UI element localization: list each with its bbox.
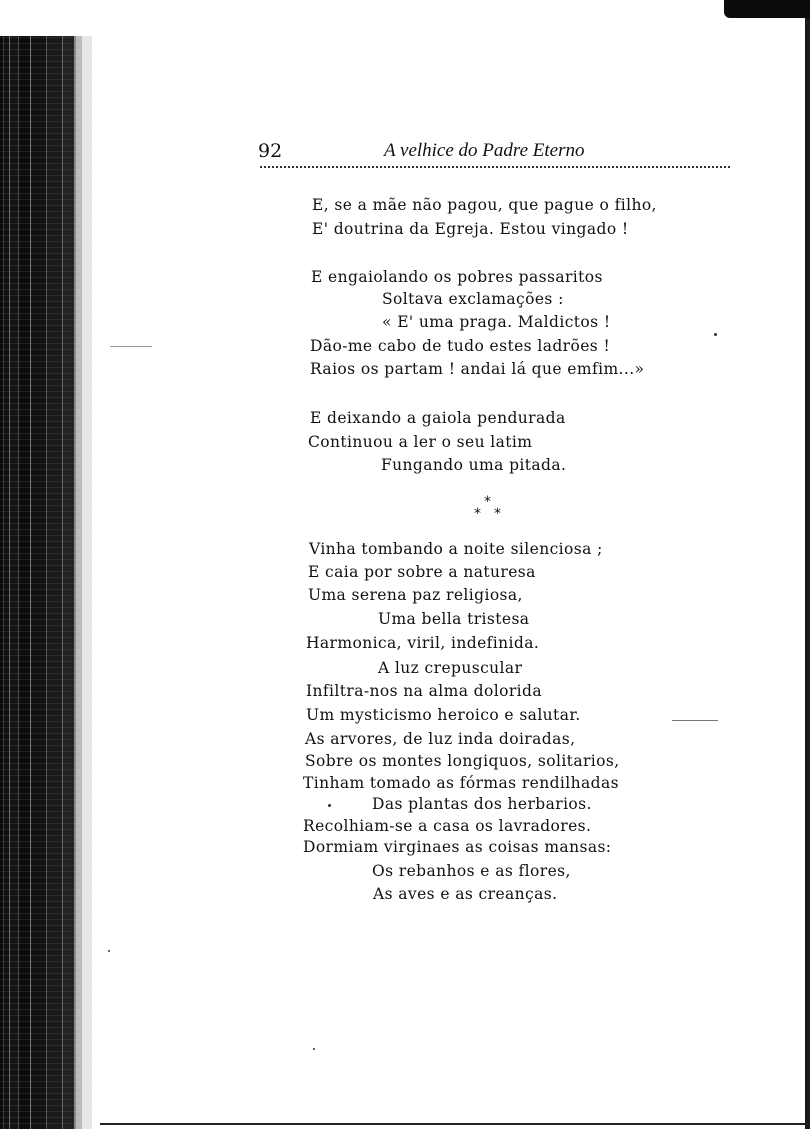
scan-bottom-edge bbox=[100, 1123, 810, 1125]
poem-line: E' doutrina da Egreja. Estou vingado ! bbox=[312, 220, 629, 238]
header-rule bbox=[260, 166, 730, 168]
poem-line: As aves e as creanças. bbox=[373, 885, 558, 903]
poem-line: Infiltra-nos na alma dolorida bbox=[306, 682, 542, 700]
scan-speck bbox=[313, 1048, 315, 1050]
scan-speck bbox=[714, 333, 717, 336]
scan-speck bbox=[110, 346, 152, 347]
page-number: 92 bbox=[258, 140, 283, 162]
scan-corner-shadow bbox=[724, 0, 810, 18]
scan-speck bbox=[328, 804, 331, 807]
scan-speck bbox=[108, 950, 110, 952]
poem-line: Das plantas dos herbarios. bbox=[372, 795, 592, 813]
poem-line: Vinha tombando a noite silenciosa ; bbox=[309, 540, 603, 558]
poem-line: E, se a mãe não pagou, que pague o filho, bbox=[312, 196, 657, 214]
poem-line: As arvores, de luz inda doiradas, bbox=[305, 730, 576, 748]
asterism-star: * bbox=[484, 494, 491, 510]
poem-line: « E' uma praga. Maldictos ! bbox=[382, 313, 611, 331]
poem-line: E engaiolando os pobres passaritos bbox=[311, 268, 603, 286]
poem-line: Dão-me cabo de tudo estes ladrões ! bbox=[310, 337, 611, 355]
poem-line: Uma serena paz religiosa, bbox=[308, 586, 523, 604]
poem-line: Continuou a ler o seu latim bbox=[308, 433, 533, 451]
poem-line: Fungando uma pitada. bbox=[381, 456, 567, 474]
asterism-star: * bbox=[494, 506, 501, 522]
asterism-star: * bbox=[474, 506, 481, 522]
poem-line: E deixando a gaiola pendurada bbox=[310, 409, 566, 427]
poem-line: Dormiam virginaes as coisas mansas: bbox=[303, 838, 612, 856]
poem-line: Harmonica, viril, indefinida. bbox=[306, 634, 540, 652]
section-asterism bbox=[474, 494, 514, 524]
poem-line: Um mysticismo heroico e salutar. bbox=[306, 706, 581, 724]
scan-speck bbox=[672, 720, 718, 721]
poem-line: Recolhiam-se a casa os lavradores. bbox=[303, 817, 592, 835]
gutter-texture bbox=[0, 36, 92, 1129]
scan-right-edge bbox=[805, 18, 810, 1129]
poem-line: Os rebanhos e as flores, bbox=[372, 862, 571, 880]
poem-line: A luz crepuscular bbox=[378, 659, 523, 677]
page-header bbox=[258, 140, 730, 166]
poem-line: Sobre os montes longiquos, solitarios, bbox=[305, 752, 620, 770]
poem-line: E caia por sobre a naturesa bbox=[308, 563, 536, 581]
poem-line: Soltava exclamações : bbox=[382, 290, 564, 308]
poem-line: Uma bella tristesa bbox=[378, 610, 530, 628]
poem-line: Tinham tomado as fórmas rendilhadas bbox=[303, 774, 619, 792]
poem-line: Raios os partam ! andai lá que emfim...» bbox=[310, 360, 645, 378]
running-title: A velhice do Padre Eterno bbox=[384, 140, 585, 161]
